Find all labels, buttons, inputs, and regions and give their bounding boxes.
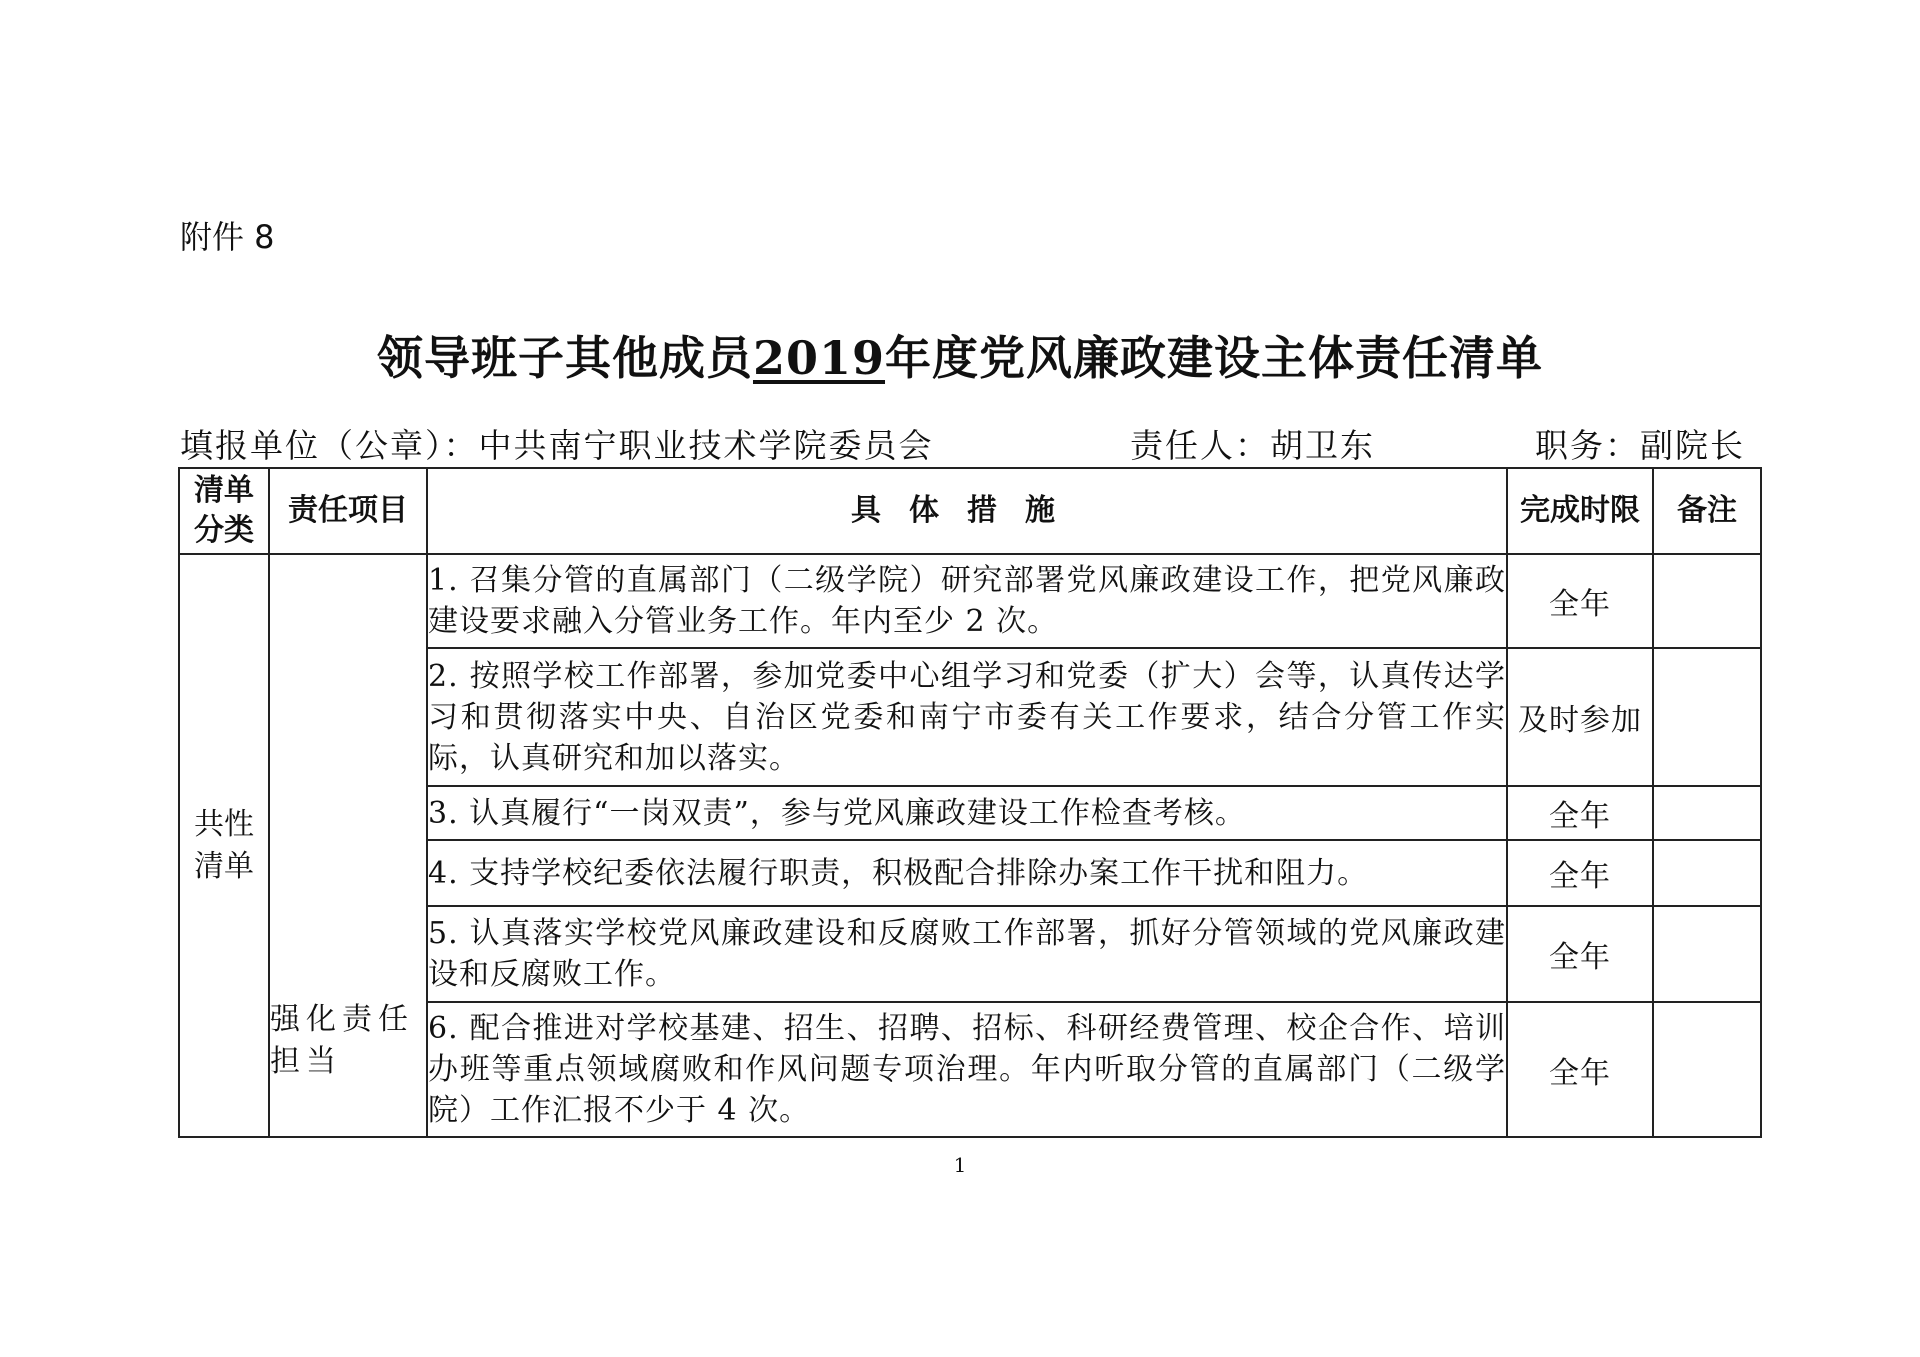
header-deadline: 完成时限 [1507,468,1653,554]
page-number: 1 [953,1153,967,1177]
header-row [179,468,1761,554]
table-row [179,554,1761,648]
header-category-line1: 清单 [194,473,254,508]
responsibility-table [178,467,1762,1138]
header-remark: 备注 [1653,468,1761,554]
item-line1: 强化责任 [270,1001,414,1037]
deadline-cell: 全年 [1507,840,1653,906]
measure-cell: 2. 按照学校工作部署，参加党委中心组学习和党委（扩大）会等，认真传达学习和贯彻落实中央、自治区党委和南宁市委有关工作要求，结合分管工作实际，认真研究和加以落实。 [427,648,1507,786]
deadline-cell: 全年 [1507,786,1653,840]
remark-cell [1653,786,1761,840]
measure-cell: 1. 召集分管的直属部门（二级学院）研究部署党风廉政建设工作，把党风廉政建设要求融入分管业务工作。年内至少 2 次。 [427,554,1507,648]
remark-cell [1653,840,1761,906]
deadline-cell: 全年 [1507,1002,1653,1137]
title-suffix: 年度党风廉政建设主体责任清单 [885,331,1544,385]
measure-cell: 6. 配合推进对学校基建、招生、招聘、招标、科研经费管理、校企合作、培训办班等重点领域腐败和作风问题专项治理。年内听取分管的直属部门（二级学院）工作汇报不少于 4 次。 [427,1002,1507,1137]
page-title [0,322,1920,388]
remark-cell [1653,1002,1761,1137]
measure-cell: 5. 认真落实学校党风廉政建设和反腐败工作部署，抓好分管领域的党风廉政建设和反腐败工作。 [427,906,1507,1002]
title-year: 2019 [752,331,886,385]
measure-cell: 3. 认真履行“一岗双责”，参与党风廉政建设工作检查考核。 [427,786,1507,840]
item-line2: 担当 [270,1043,342,1079]
remark-cell [1653,554,1761,648]
filing-unit: 填报单位（公章）：中共南宁职业技术学院委员会 [180,426,934,465]
item-cell [269,554,427,1137]
deadline-cell: 及时参加 [1507,648,1653,786]
measure-cell: 4. 支持学校纪委依法履行职责，积极配合排除办案工作干扰和阻力。 [427,840,1507,906]
header-item: 责任项目 [269,468,427,554]
header-measures: 具体措施 [427,468,1507,554]
position: 职务：副院长 [1535,426,1745,465]
deadline-cell: 全年 [1507,554,1653,648]
category-line2: 清单 [194,848,254,884]
category-line1: 共性 [194,806,254,842]
header-category [179,468,269,554]
category-cell [179,554,269,1137]
title-prefix: 领导班子其他成员 [376,331,753,385]
remark-cell [1653,648,1761,786]
responsible-person: 责任人：胡卫东 [1130,426,1375,465]
deadline-cell: 全年 [1507,906,1653,1002]
attachment-label: 附件 8 [180,218,275,256]
header-category-line2: 分类 [194,513,254,548]
remark-cell [1653,906,1761,1002]
